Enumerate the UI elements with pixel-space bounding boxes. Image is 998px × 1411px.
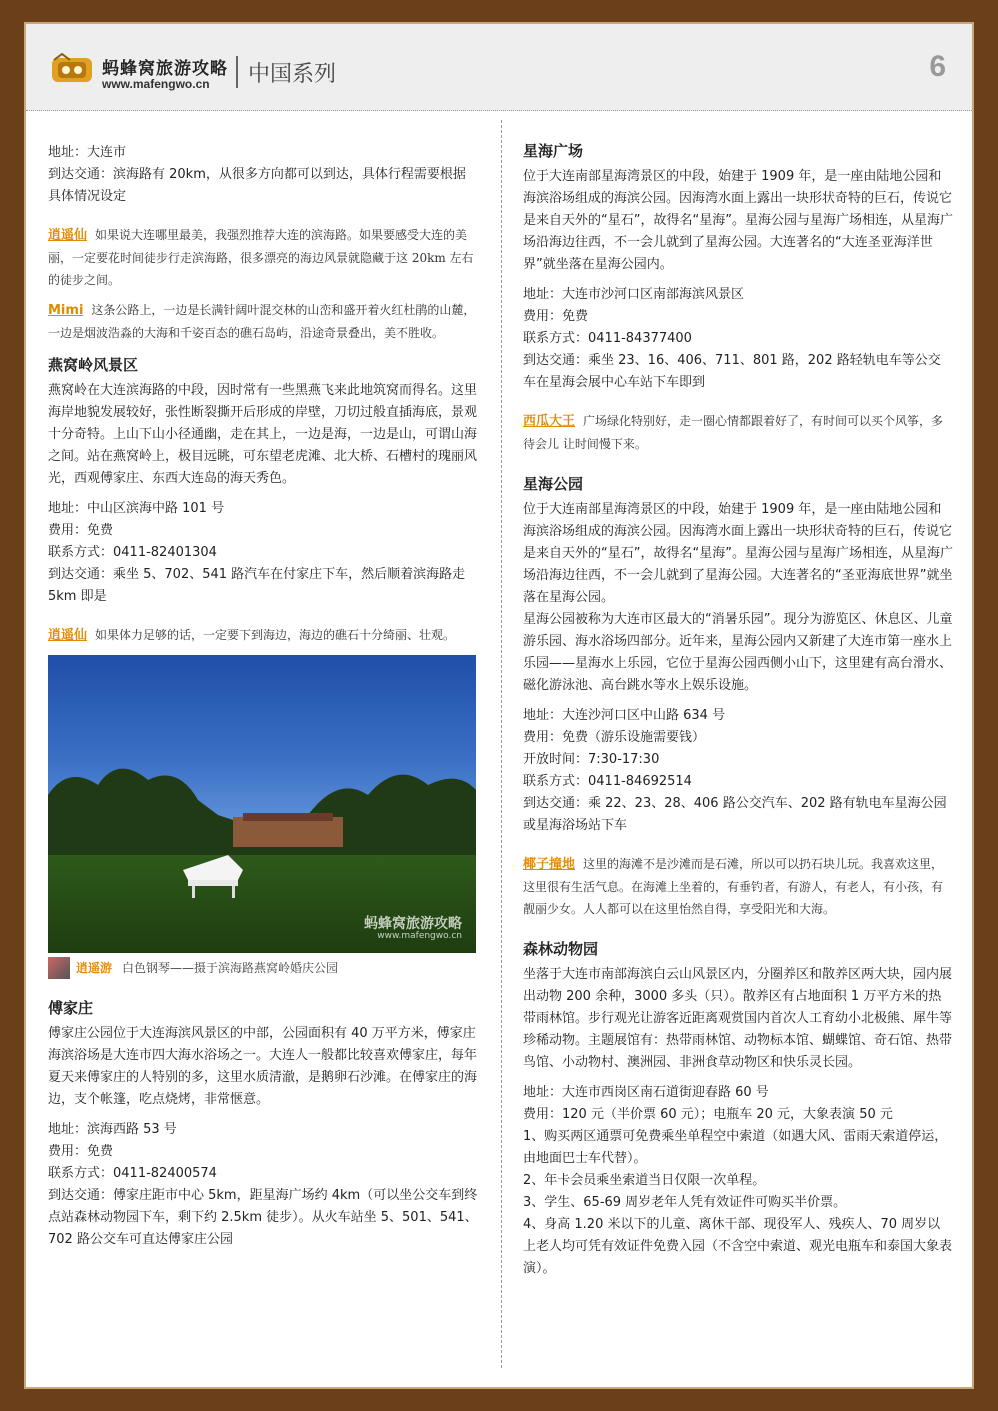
column-divider	[501, 120, 502, 1368]
piano-icon	[178, 850, 248, 900]
forest-zoo-address: 地址：大连市西岗区南石道街迎春路 60 号	[523, 1085, 769, 1100]
brand-url[interactable]: www.mafengwo.cn	[102, 77, 210, 91]
fujiazhuang-fee: 费用：免费	[48, 1144, 114, 1159]
xinghai-park-transport: 到达交通：乘 22、23、28、406 路公交汽车、202 路有轨电车星海公园或星海浴场站下车	[523, 796, 947, 833]
yanwoling-fee: 费用：免费	[48, 523, 114, 538]
xinghai-park-address: 地址：大连沙河口区中山路 634 号	[523, 708, 726, 723]
caption-user-link[interactable]: 逍遥游	[76, 961, 113, 975]
xinghai-square-desc: 位于大连南部星海湾景区的中段，始建于 1909 年，是一座由陆地公园和海滨浴场组成的海滨公园。因海湾水面上露出一块形状奇特的巨石，传说它是来自天外的“星石”，故得名“星海”。星海公园与星海广场相连，从星海广场沿海边往西，不一会儿就到了星海公园。大连著名的“大连圣亚海洋世界”就坐落在星海公园内。	[523, 169, 953, 272]
forest-zoo-note: 3、学生、65-69 周岁老年人凭有效证件可购买半价票。	[523, 1195, 847, 1210]
piano-photo	[48, 655, 476, 953]
photo-watermark: 蚂蜂窝旅游攻略	[364, 916, 462, 932]
yanwoling-contact: 联系方式：0411-82401304	[48, 545, 217, 560]
quote-text: 广场绿化特别好，走一圈心情都跟着好了，有时间可以买个风筝，多待会儿 让时间慢下来。	[523, 414, 944, 451]
caption-text: 白色钢琴——摄于滨海路燕窝岭婚庆公园	[122, 961, 339, 975]
quote-user-link[interactable]: Mimi	[48, 303, 84, 318]
header-divider	[236, 56, 238, 88]
user-quote	[523, 410, 953, 455]
section-title-xinghai-park: 星海公园	[523, 475, 584, 493]
quote-user-link[interactable]: 西瓜大王	[523, 414, 576, 429]
xinghai-park-desc-2: 星海公园被称为大连市区最大的“消暑乐园”。现分为游览区、休息区、儿童游乐园、海水浴场四部分。近年来，星海公园内又新建了大连市第一座水上乐园——星海水上乐园，它位于星海公园西侧小山下，这里建有高台滑水、磁化游泳池、高台跳水等水上娱乐设施。	[523, 612, 953, 693]
user-quote	[523, 853, 953, 920]
forest-zoo-note: 1、购买两区通票可免费乘坐单程空中索道（如遇大风、雷雨天索道停运，由地面巴士车代替）。	[523, 1129, 948, 1166]
xinghai-park-hours: 开放时间：7:30-17:30	[523, 752, 660, 767]
forest-zoo-note: 4、身高 1.20 米以下的儿童、离休干部、现役军人、残疾人、70 周岁以上老人均可凭有效证件免费入园（不含空中索道、观光电瓶车和泰国大象表演）。	[523, 1217, 953, 1276]
user-quote	[48, 624, 478, 647]
page	[24, 22, 974, 1389]
quote-user-link[interactable]: 逍遥仙	[48, 628, 88, 643]
quote-user-link[interactable]: 逍遥仙	[48, 228, 88, 243]
xinghai-square-address: 地址：大连市沙河口区南部海滨风景区	[523, 287, 745, 302]
fujiazhuang-desc: 傅家庄公园位于大连海滨风景区的中部，公园面积有 40 万平方米，傅家庄海滨浴场是大连市四大海水浴场之一。大连人一般都比较喜欢傅家庄，每年夏天来傅家庄的人特别的多，这里水质清澈，是鹅卵石沙滩。在傅家庄的海边，支个帐篷，吃点烧烤，非常惬意。	[48, 1026, 478, 1107]
photo-watermark-url: www.mafengwo.cn	[377, 931, 462, 941]
intro-transport: 到达交通：滨海路有 20km，从很多方向都可以到达，具体行程需要根据具体情况设定	[48, 167, 466, 204]
section-title-forest-zoo: 森林动物园	[523, 940, 599, 958]
xinghai-park-fee: 费用：免费（游乐设施需要钱）	[523, 730, 706, 745]
forest-zoo-desc: 坐落于大连市南部海滨白云山风景区内，分圈养区和散养区两大块，园内展出动物 200 余种，3000 多头（只）。散养区有占地面积 1 万平方米的热带雨林馆。步行观光让游客近距离观赏国内首次人工育幼小北极熊、犀牛等珍稀动物。主题展馆有：热带雨林馆、动物标本馆、蝴蝶馆、奇石馆、热带鸟馆、小动物村、澳洲园、非洲食草动物区和快乐灵长园。	[523, 967, 953, 1070]
fujiazhuang-transport: 到达交通：傅家庄距市中心 5km，距星海广场约 4km（可以坐公交车到终点站森林动物园下车，剩下约 2.5km 徒步）。从火车站坐 5、501、541、702 路公交车可直达傅家庄公园	[48, 1188, 478, 1247]
quote-text: 如果说大连哪里最美，我强烈推荐大连的滨海路。如果要感受大连的美丽，一定要花时间徒步行走滨海路，很多漂亮的海边风景就隐藏于这 20km 左右的徒步之间。	[48, 228, 474, 287]
xinghai-park-desc: 位于大连南部星海湾景区的中段，始建于 1909 年，是一座由陆地公园和海滨浴场组成的海滨公园。因海湾水面上露出一块形状奇特的巨石，传说它是来自天外的“星石”，故得名“星海”。星海公园与星海广场相连，从星海广场沿海边往西，不一会儿就到了星海公园。大连著名的“圣亚海底世界”就坐落在星海公园。	[523, 502, 953, 605]
quote-text: 如果体力足够的话，一定要下到海边，海边的礁石十分绮丽、壮观。	[95, 628, 456, 642]
photo-caption	[48, 957, 478, 979]
fujiazhuang-address: 地址：滨海西路 53 号	[48, 1122, 177, 1137]
yanwoling-desc: 燕窝岭在大连滨海路的中段，因时常有一些黑燕飞来此地筑窝而得名。这里海岸地貌发展较好，张性断裂撕开后形成的岸壁，刀切过般直插海底，景观十分奇特。上山下山小径通幽，走在其上，一边是海，一边是山，可谓山海之间。站在燕窝岭上，极目远眺，可东望老虎滩、北大桥、石槽村的瑰丽风光，西观傅家庄、东西大连岛的海天秀色。	[48, 383, 478, 486]
section-title-xinghai-square: 星海广场	[523, 142, 584, 160]
intro-address: 地址：大连市	[48, 145, 127, 160]
xinghai-square-fee: 费用：免费	[523, 309, 589, 324]
mafengwo-logo-icon	[50, 52, 94, 84]
section-title-yanwoling: 燕窝岭风景区	[48, 356, 139, 374]
user-quote	[48, 299, 478, 344]
avatar[interactable]	[48, 957, 70, 979]
brand-name: 蚂蜂窝旅游攻略	[102, 59, 228, 79]
forest-zoo-fee: 费用：120 元（半价票 60 元）；电瓶车 20 元，大象表演 50 元	[523, 1107, 893, 1122]
quote-text: 这条公路上，一边是长满针阔叶混交林的山峦和盛开着火红杜鹃的山麓，一边是烟波浩淼的大海和千姿百态的礁石岛屿，沿途奇景叠出，美不胜收。	[48, 303, 476, 340]
fujiazhuang-contact: 联系方式：0411-82400574	[48, 1166, 217, 1181]
right-column	[523, 138, 953, 1280]
xinghai-park-contact: 联系方式：0411-84692514	[523, 774, 692, 789]
quote-text: 这里的海滩不是沙滩而是石滩，所以可以扔石块儿玩。我喜欢这里，这里很有生活气息。在海滩上坐着的，有垂钓者，有游人，有老人，有小孩，有靓丽少女。人人都可以在这里怡然自得，享受阳光和大海。	[523, 857, 944, 916]
series-title: 中国系列	[248, 62, 337, 87]
left-column	[48, 142, 478, 1251]
section-title-fujiazhuang: 傅家庄	[48, 999, 94, 1017]
forest-zoo-note: 2、年卡会员乘坐索道当日仅限一次单程。	[523, 1173, 766, 1188]
xinghai-square-contact: 联系方式：0411-84377400	[523, 331, 692, 346]
quote-user-link[interactable]: 椰子撞地	[523, 857, 576, 872]
xinghai-square-transport: 到达交通：乘坐 23、16、406、711、801 路，202 路轻轨电车等公交车在星海会展中心车站下车即到	[523, 353, 941, 390]
user-quote	[48, 224, 478, 291]
yanwoling-address: 地址：中山区滨海中路 101 号	[48, 501, 225, 516]
page-number: 6	[929, 50, 946, 83]
header	[26, 24, 972, 111]
yanwoling-transport: 到达交通：乘坐 5、702、541 路汽车在付家庄下车，然后顺着滨海路走 5km 即是	[48, 567, 466, 604]
